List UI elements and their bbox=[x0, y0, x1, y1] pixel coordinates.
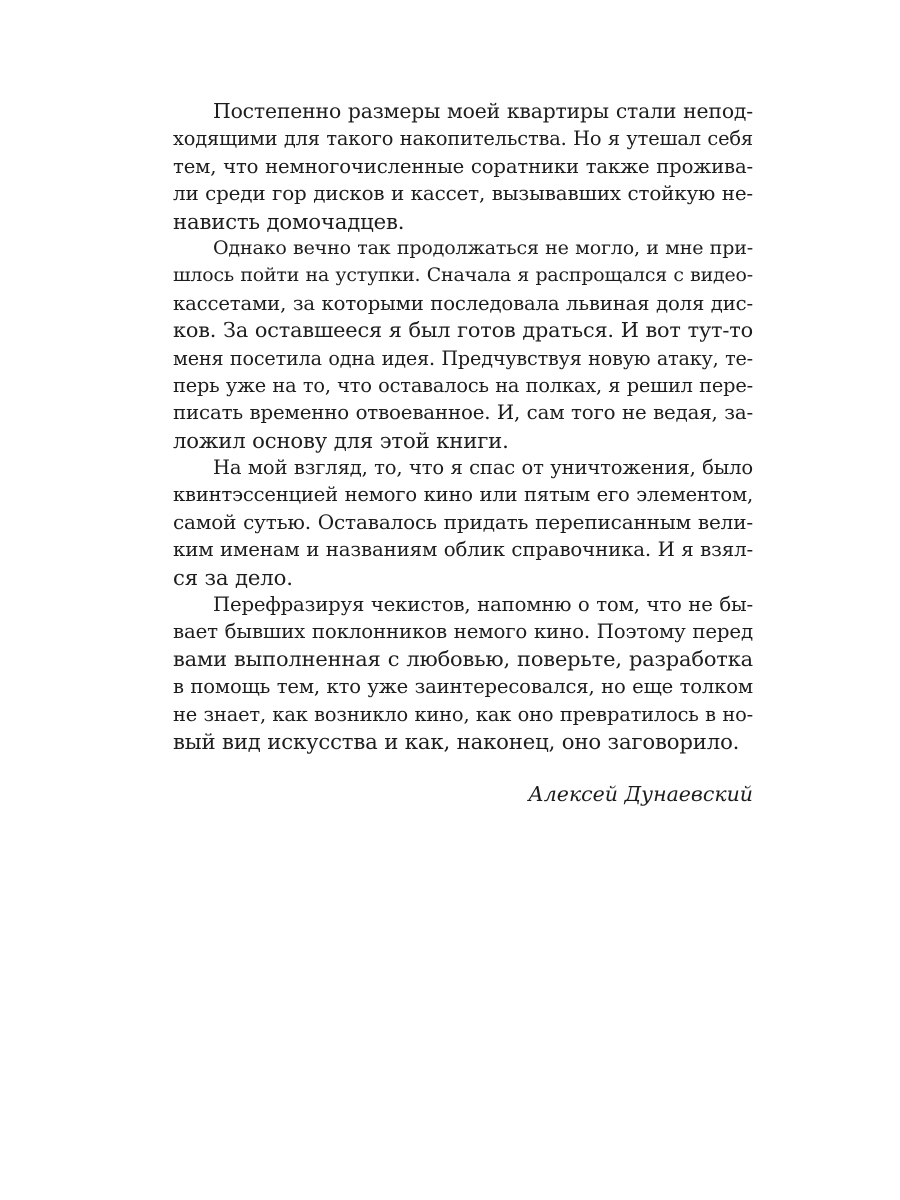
text-line: вый вид искусства и как, наконец, оно заговорило. bbox=[173, 728, 740, 754]
text-line: вает бывших поклонников немого кино. Поэтому перед bbox=[173, 620, 753, 644]
text-line: ли среди гор дисков и кассет, вызывавших стойкую не- bbox=[173, 182, 753, 206]
text-line: квинтэссенцией немого кино или пятым его элементом, bbox=[173, 483, 753, 507]
text-line: перь уже на то, что оставалось на полках, я решил пере- bbox=[173, 373, 753, 397]
author-signature: Алексей Дунаевский bbox=[528, 782, 753, 806]
text-line: шлось пойти на уступки. Сначала я распрощался с видео- bbox=[173, 264, 753, 287]
text-line: тем, что немногочисленные соратники также прожива- bbox=[173, 154, 753, 178]
text-line: ся за дело. bbox=[173, 564, 293, 590]
text-line: кассетами, за которыми последовала львиная доля дис- bbox=[173, 291, 753, 315]
text-line: ложил основу для этой книги. bbox=[173, 427, 509, 453]
text-line: меня посетила одна идея. Предчувствуя новую атаку, те- bbox=[173, 346, 753, 370]
text-line: ходящими для такого накопительства. Но я утешал себя bbox=[173, 127, 753, 151]
text-line: нависть домочадцев. bbox=[173, 208, 405, 234]
text-line: вами выполненная с любовью, поверьте, разработка bbox=[173, 646, 753, 671]
text-line: Постепенно размеры моей квартиры стали непод- bbox=[213, 99, 753, 123]
text-line: самой сутью. Оставалось придать переписанным вели- bbox=[173, 509, 753, 534]
text-line: ким именам и названиям облик справочника. И я взял- bbox=[173, 538, 753, 562]
text-line: в помощь тем, кто уже заинтересовался, но еще толком bbox=[173, 675, 753, 699]
text-line: Однако вечно так продолжаться не могло, и мне при- bbox=[213, 236, 753, 259]
text-line: ков. За оставшееся я был готов драться. И вот тут-то bbox=[173, 318, 753, 343]
text-line: не знает, как возникло кино, как оно превратилось в но- bbox=[173, 702, 753, 726]
text-line: Перефразируя чекистов, напомню о том, что не бы- bbox=[213, 593, 753, 617]
text-line: На мой взгляд, то, что я спас от уничтожения, было bbox=[213, 456, 753, 480]
text-line: писать временно отвоеванное. И, сам того не ведая, за- bbox=[173, 401, 753, 425]
body-text bbox=[173, 98, 753, 755]
